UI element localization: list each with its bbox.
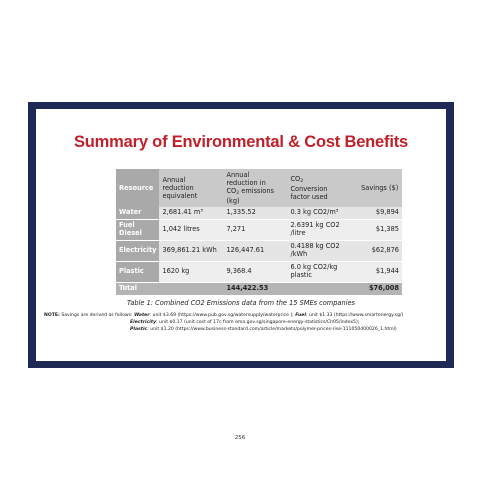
slide-frame xyxy=(28,102,454,368)
slide-title: Summary of Environmental & Cost Benefits xyxy=(74,133,408,151)
table-header-row xyxy=(116,169,402,207)
row-co2: 7,271 xyxy=(223,220,287,241)
header-factor: $CO_2$ Conversion factor used xyxy=(287,169,357,207)
row-factor: 0.4188 kg CO2 /kWh xyxy=(287,241,357,262)
header-resource: Resource xyxy=(116,169,159,207)
savings-note xyxy=(44,312,444,333)
row-savings: $1,385 xyxy=(357,220,402,241)
row-co2: 126,447.61 xyxy=(223,241,287,262)
table-row xyxy=(116,220,402,241)
page-number: 256 xyxy=(234,435,246,441)
row-co2: 1,335.52 xyxy=(223,207,287,219)
header-savings: Savings ($) xyxy=(357,169,402,207)
table-row xyxy=(116,241,402,262)
header-co2: Annual reduction in $CO_2$ emissions (kg) xyxy=(223,169,287,207)
note-item-name: Water xyxy=(134,313,150,318)
note-item-name: Fuel xyxy=(295,313,306,318)
note-lead: NOTE: xyxy=(44,313,60,318)
total-co2: 144,422.53 xyxy=(223,282,287,295)
row-resource: Water xyxy=(116,207,159,219)
row-resource: Electricity xyxy=(116,241,159,262)
row-factor: 0.3 kg CO2/m³ xyxy=(287,207,357,219)
row-savings: $9,894 xyxy=(357,207,402,219)
slide-content xyxy=(36,109,446,361)
table-caption: Table 1: Combined CO2 Emissions data from the 15 SMEs companies xyxy=(127,299,355,307)
total-savings: $76,008 xyxy=(357,282,402,295)
note-intro: Savings are derived as follows: xyxy=(61,313,133,318)
row-savings: $1,944 xyxy=(357,262,402,283)
row-resource: Plastic xyxy=(116,262,159,283)
row-reduction: 369,861.21 kWh xyxy=(159,241,223,262)
row-reduction: 2,681.41 m³ xyxy=(159,207,223,219)
total-reduction-empty xyxy=(159,282,223,295)
benefits-table xyxy=(116,169,402,296)
note-item-text: unit $0.17 (unit cost of 17c from ema.gov.sg/singapore-energy-statistics/Ch05/index5); xyxy=(159,320,360,326)
table-row xyxy=(116,262,402,283)
header-reduction: Annual reduction equivalent xyxy=(159,169,223,207)
note-item-text: unit $1.20 (https://www.business-standard.com/article/markets/polymer-prices-rise-111050400026_1.html) xyxy=(150,327,397,333)
row-reduction: 1,042 litres xyxy=(159,220,223,241)
note-line-1: NOTE: Savings are derived as follows: Water: unit $3.69 (https://www.pub.gov.sg/watersupply/waterprice ); Fuel: unit $1.33 (https://www.smartenergy.sg/) xyxy=(44,313,404,318)
note-line-3: Plastic: unit $1.20 (https://www.business-standard.com/article/markets/polymer-prices-rise-111050400026_1.html) xyxy=(130,327,397,333)
row-co2: 9,368.4 xyxy=(223,262,287,283)
total-factor-empty xyxy=(287,282,357,295)
row-reduction: 1620 kg xyxy=(159,262,223,283)
note-item-text: unit $1.33 (https://www.smartenergy.sg/) xyxy=(308,313,404,318)
table-row xyxy=(116,207,402,219)
row-factor: 2.6391 kg CO2 /litre xyxy=(287,220,357,241)
row-factor: 6.0 kg CO2/kg plastic xyxy=(287,262,357,283)
note-item-name: Electricity xyxy=(130,320,157,326)
table-total-row xyxy=(116,282,402,295)
note-item-name: Plastic xyxy=(130,327,148,333)
note-item-text: unit $3.69 (https://www.pub.gov.sg/watersupply/waterprice ); xyxy=(152,313,294,318)
note-line-2: Electricity: unit $0.17 (unit cost of 17c from ema.gov.sg/singapore-energy-statistics/Ch05/index5); xyxy=(130,320,360,326)
row-resource: Fuel Diesel xyxy=(116,220,159,241)
row-savings: $62,876 xyxy=(357,241,402,262)
total-label: Total xyxy=(116,282,159,295)
